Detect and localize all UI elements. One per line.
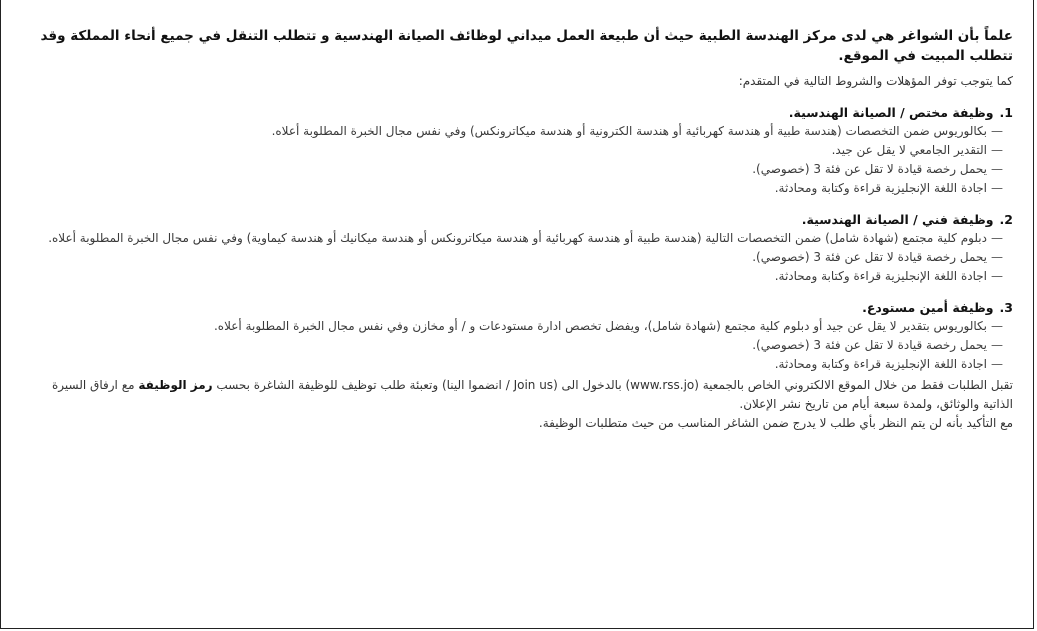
list-item: — اجادة اللغة الإنجليزية قراءة وكتابة ومحادثة. — [24, 267, 1003, 286]
join-us-label: Join us — [513, 378, 554, 392]
section-storekeeper — [24, 298, 1013, 374]
requirements-list — [24, 317, 1013, 374]
list-item: — اجادة اللغة الإنجليزية قراءة وكتابة ومحادثة. — [24, 355, 1003, 374]
job-code-label: رمز الوظيفة — [138, 378, 213, 392]
list-item: — يحمل رخصة قيادة لا تقل عن فئة 3 (خصوصي). — [24, 160, 1003, 179]
section-title — [24, 103, 1013, 122]
list-item: — يحمل رخصة قيادة لا تقل عن فئة 3 (خصوصي). — [24, 248, 1003, 267]
list-item: — اجادة اللغة الإنجليزية قراءة وكتابة ومحادثة. — [24, 179, 1003, 198]
job-announcement — [24, 26, 1013, 433]
section-title-text: وظيفة أمين مستودع. — [862, 300, 994, 315]
section-specialist — [24, 103, 1013, 198]
closing-note: مع التأكيد بأنه لن يتم النظر بأي طلب لا يدرج ضمن الشاغر المناسب من حيث متطلبات الوظيفة. — [538, 416, 1013, 430]
intro-paragraph: علماً بأن الشواغر هي لدى مركز الهندسة الطبية حيث أن طبيعة العمل ميداني لوظائف الصيانة الهندسية و تتطلب التنقل في جميع أنحاء المملكة وقد تتطلب المبيت في الموقع. — [40, 28, 1013, 64]
text-run: مع ارفاق السيرة الذاتية والوثائق، ولمدة سبعة أيام من تاريخ نشر الإعلان. — [52, 378, 1013, 411]
website-link[interactable]: www.rss.jo — [630, 378, 695, 392]
application-instructions — [24, 376, 1013, 414]
section-technician — [24, 210, 1013, 286]
section-title — [24, 298, 1013, 317]
list-item: — يحمل رخصة قيادة لا تقل عن فئة 3 (خصوصي). — [24, 336, 1003, 355]
requirements-lead: كما يتوجب توفر المؤهلات والشروط التالية في المتقدم: — [738, 74, 1013, 88]
section-title-text: وظيفة مختص / الصيانة الهندسية. — [788, 105, 994, 120]
text-run: ) بالدخول الى ( — [553, 378, 631, 392]
requirements-list — [24, 122, 1013, 198]
section-title-text: وظيفة فني / الصيانة الهندسية. — [801, 212, 994, 227]
section-number: 3. — [999, 300, 1013, 315]
text-run: / انضموا الينا) وتعبئة طلب توظيف للوظيفة الشاغرة بحسب — [212, 378, 514, 392]
text-run: تقبل الطلبات فقط من خلال الموقع الالكتروني الخاص بالجمعية ( — [694, 378, 1013, 392]
section-number: 2. — [999, 212, 1013, 227]
section-title — [24, 210, 1013, 229]
list-item: — بكالوريوس ضمن التخصصات (هندسة طبية أو هندسة كهربائية أو هندسة الكترونية أو هندسة ميكاترونكس) وفي نفس مجال الخبرة المطلوبة أعلاه. — [24, 122, 1003, 141]
closing-notes — [24, 376, 1013, 433]
requirements-list — [24, 229, 1013, 286]
list-item: — دبلوم كلية مجتمع (شهادة شامل) ضمن التخصصات التالية (هندسة طبية أو هندسة كهربائية أو هندسة ميكاترونكس أو هندسة ميكانيك أو هندسة كيماوية) وفي نفس مجال الخبرة المطلوبة أعلاه. — [24, 229, 1003, 248]
list-item: — التقدير الجامعي لا يقل عن جيد. — [24, 141, 1003, 160]
list-item: — بكالوريوس بتقدير لا يقل عن جيد أو دبلوم كلية مجتمع (شهادة شامل)، ويفضل تخصص ادارة مستودعات و / أو مخازن وفي نفس مجال الخبرة المطلوبة أعلاه. — [24, 317, 1003, 336]
section-number: 1. — [999, 105, 1013, 120]
